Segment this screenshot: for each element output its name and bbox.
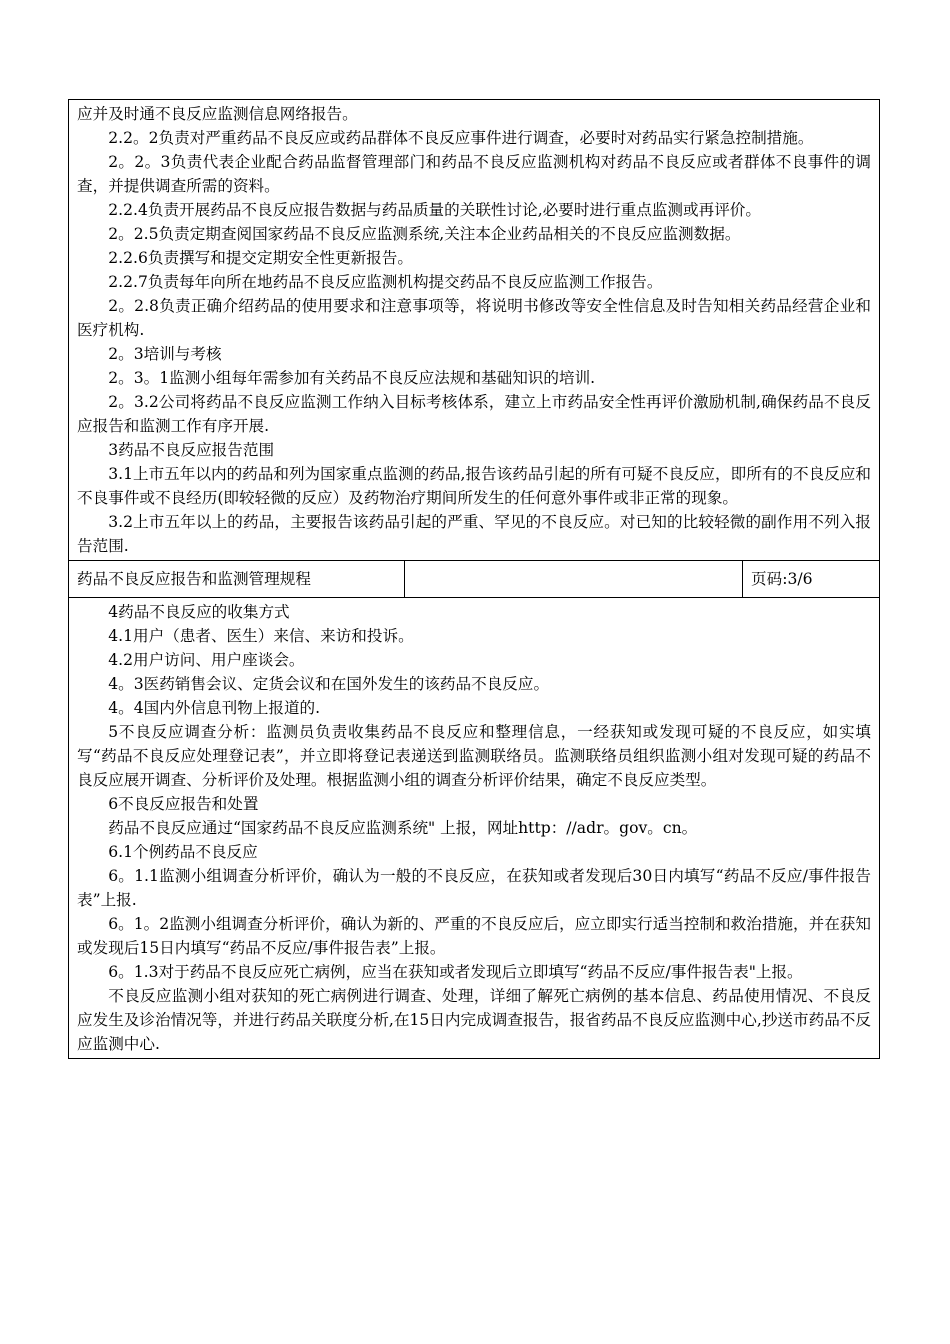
paragraph: 6.1个例药品不良反应: [108, 843, 258, 861]
paragraph: 6。1.3对于药品不良反应死亡病例，应当在获知或者发现后立即填写“药品不反应/事件报告表"上报。: [108, 963, 803, 981]
document-table: [68, 99, 880, 1059]
paragraph: 应并及时通不良反应监测信息网络报告。: [77, 105, 358, 123]
paragraph: 4.1用户（患者、医生）来信、来访和投诉。: [108, 627, 414, 645]
paragraph: 2.2.4负责开展药品不良反应报告数据与药品质量的关联性讨论,必要时进行重点监测或再评价。: [108, 201, 761, 219]
section-bottom: [69, 598, 879, 1058]
paragraph: 2。3.2公司将药品不良反应监测工作纳入目标考核体系，建立上市药品安全性再评价激励机制,确保药品不良反应报告和监测工作有序开展.: [77, 393, 871, 435]
paragraph: 4。4国内外信息刊物上报道的.: [108, 699, 321, 717]
paragraph: 6。1。2监测小组调查分析评价，确认为新的、严重的不良反应后，应立即实行适当控制和救治措施，并在获知或发现后15日内填写“药品不反应/事件报告表”上报。: [77, 915, 871, 957]
page-number-cell: 页码:3/6: [751, 570, 813, 588]
paragraph: 3.2上市五年以上的药品，主要报告该药品引起的严重、罕见的不良反应。对已知的比较轻微的副作用不列入报告范围.: [77, 513, 871, 555]
paragraph: 2.2.7负责每年向所在地药品不良反应监测机构提交药品不良反应监测工作报告。: [108, 273, 663, 291]
paragraph: 2。3。1监测小组每年需参加有关药品不良反应法规和基础知识的培训.: [108, 369, 596, 387]
paragraph: 6不良反应报告和处置: [108, 795, 259, 813]
paragraph: 4.2用户访问、用户座谈会。: [108, 651, 305, 669]
paragraph: 3药品不良反应报告范围: [108, 441, 275, 459]
paragraph: 药品不良反应通过“国家药品不良反应监测系统" 上报，网址http：//adr。gov。cn。: [108, 819, 698, 837]
paragraph: 4。3医药销售会议、定货会议和在国外发生的该药品不良反应。: [108, 675, 550, 693]
paragraph: 2。2.5负责定期查阅国家药品不良反应监测系统,关注本企业药品相关的不良反应监测数据。: [108, 225, 741, 243]
document-title-cell: 药品不良反应报告和监测管理规程: [69, 561, 405, 597]
paragraph: 3.1上市五年以内的药品和列为国家重点监测的药品,报告该药品引起的所有可疑不良反应，即所有的不良反应和不良事件或不良经历(即较轻微的反应）及药物治疗期间所发生的任何意外事件或非正常的现象。: [77, 465, 871, 507]
paragraph: 4药品不良反应的收集方式: [108, 603, 290, 621]
page-header-row: [69, 560, 879, 598]
paragraph: 2。2。3负责代表企业配合药品监督管理部门和药品不良反应监测机构对药品不良反应或者群体不良事件的调查，并提供调查所需的资料。: [77, 153, 871, 195]
section-top: [69, 100, 879, 560]
paragraph: 2。3培训与考核: [108, 345, 222, 363]
paragraph: 2.2.6负责撰写和提交定期安全性更新报告。: [108, 249, 413, 267]
paragraph: 2。2.8负责正确介绍药品的使用要求和注意事项等，将说明书修改等安全性信息及时告知相关药品经营企业和医疗机构.: [77, 297, 871, 339]
paragraph: 6。1.1监测小组调查分析评价，确认为一般的不良反应，在获知或者发现后30日内填写“药品不反应/事件报告表”上报.: [77, 867, 871, 909]
paragraph: 不良反应监测小组对获知的死亡病例进行调查、处理，详细了解死亡病例的基本信息、药品使用情况、不良反应发生及诊治情况等，并进行药品关联度分析,在15日内完成调查报告，报省药品不良反应监测中心,抄送市药品不反应监测中心.: [77, 987, 871, 1053]
paragraph: 2.2。2负责对严重药品不良反应或药品群体不良反应事件进行调查，必要时对药品实行紧急控制措施。: [108, 129, 814, 147]
header-blank-cell: [405, 561, 743, 597]
paragraph: 5不良反应调查分析：监测员负责收集药品不良反应和整理信息，一经获知或发现可疑的不良反应，如实填写“药品不良反应处理登记表”，并立即将登记表递送到监测联络员。监测联络员组织监测小组对发现可疑的药品不良反应展开调查、分析评价及处理。根据监测小组的调查分析评价结果，确定不良反应类型。: [77, 723, 871, 789]
